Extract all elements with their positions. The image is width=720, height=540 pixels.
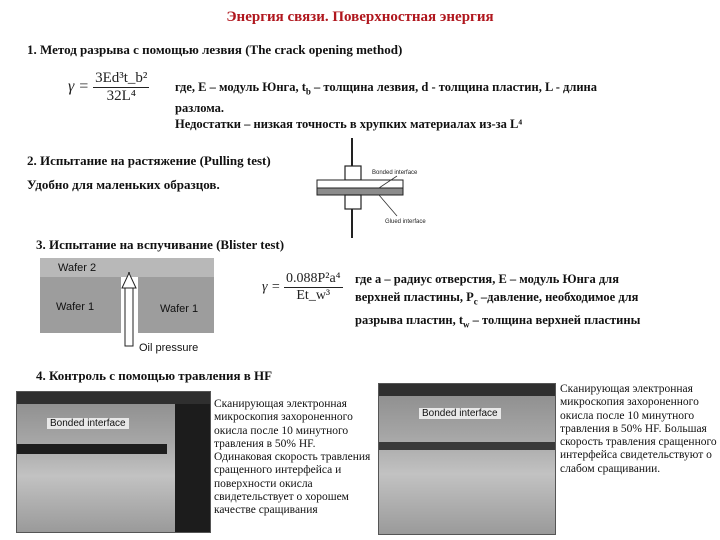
section2-note: Удобно для маленьких образцов.	[27, 177, 220, 192]
sem-image-right	[378, 383, 556, 535]
sem-left-label: Bonded interface	[47, 418, 129, 429]
blister-formula-lhs: γ =	[262, 279, 281, 295]
blister-test-diagram	[40, 258, 272, 358]
s1-desc1-rest: – толщина лезвия, d - толщина пластин, L - длина	[310, 80, 597, 94]
label-wafer1-left: Wafer 1	[56, 301, 95, 313]
sem-image-left	[16, 391, 211, 533]
blister-formula-num: 0.088P²a⁴	[285, 271, 341, 286]
s1-desc2: разлома.	[175, 100, 225, 115]
sem-right-label: Bonded interface	[419, 408, 501, 419]
s3-desc3-sub: w	[463, 319, 470, 329]
crack-formula-num: 3Ed³t_b²	[95, 70, 148, 86]
label-wafer1-right: Wafer 1	[160, 303, 199, 315]
page-title: Энергия связи. Поверхностная энергия	[226, 9, 494, 25]
sem-image-right-layer	[379, 442, 555, 450]
s3-desc3: разрыва пластин, t	[355, 312, 464, 327]
crack-formula-lhs: γ =	[68, 78, 90, 96]
label-oil-pressure: Oil pressure	[139, 342, 199, 354]
sem-image-left-header	[17, 392, 210, 404]
section3-heading: 3. Испытание на вспучивание (Blister test)	[36, 237, 285, 252]
label-glued-interface: Glued interface	[385, 219, 426, 225]
section3-description	[355, 270, 715, 333]
s3-desc2-rest: –давление, необходимое для	[477, 290, 639, 304]
blister-formula-den: Et_w³	[296, 288, 331, 303]
section1-heading: 1. Метод разрыва с помощью лезвия (The crack opening method)	[27, 42, 403, 57]
sem-image-left-layer	[17, 444, 167, 454]
section4-text-left: Сканирующая электронная микроскопия захороненного окисла после 10 минутного травления в 50% HF. Одинаковая скорость травления сращенного интерфейса и поверхности окисла свидетельствует о хорошем качестве сращивания	[214, 398, 371, 517]
s1-desc1: где, E – модуль Юнга, t	[175, 80, 306, 94]
crack-formula-den: 32L⁴	[106, 88, 136, 104]
blister-formula	[262, 271, 343, 304]
section4-heading: 4. Контроль с помощью травления в HF	[36, 368, 273, 383]
label-bonded-interface: Bonded interface	[372, 170, 418, 176]
section4-text-right: Сканирующая электронная микроскопия захороненного окисла после 10 минутного травления в 50% HF. Большая скорость травления сращенного интерфейса свидетельствуют о слабом сращивании.	[560, 383, 717, 475]
s3-desc3-rest: – толщина верхней пластины	[469, 312, 641, 327]
sem-image-right-header	[379, 384, 555, 396]
crack-formula	[68, 70, 149, 105]
section1-description	[175, 79, 715, 132]
sem-image-left-panel	[175, 404, 210, 532]
s1-desc3: Недостатки – низкая точность в хрупких материалах из-за L⁴	[175, 116, 523, 131]
label-wafer2: Wafer 2	[58, 262, 97, 274]
s3-desc1: где a – радиус отверстия, E – модуль Юнга для	[355, 272, 619, 286]
pulling-test-diagram	[305, 138, 450, 238]
s3-desc2: верхней пластины, P	[355, 290, 474, 304]
s1-desc1-sub: b	[305, 86, 311, 97]
section2-heading: 2. Испытание на растяжение (Pulling test)	[27, 153, 271, 168]
s3-desc2-sub: c	[473, 296, 478, 307]
